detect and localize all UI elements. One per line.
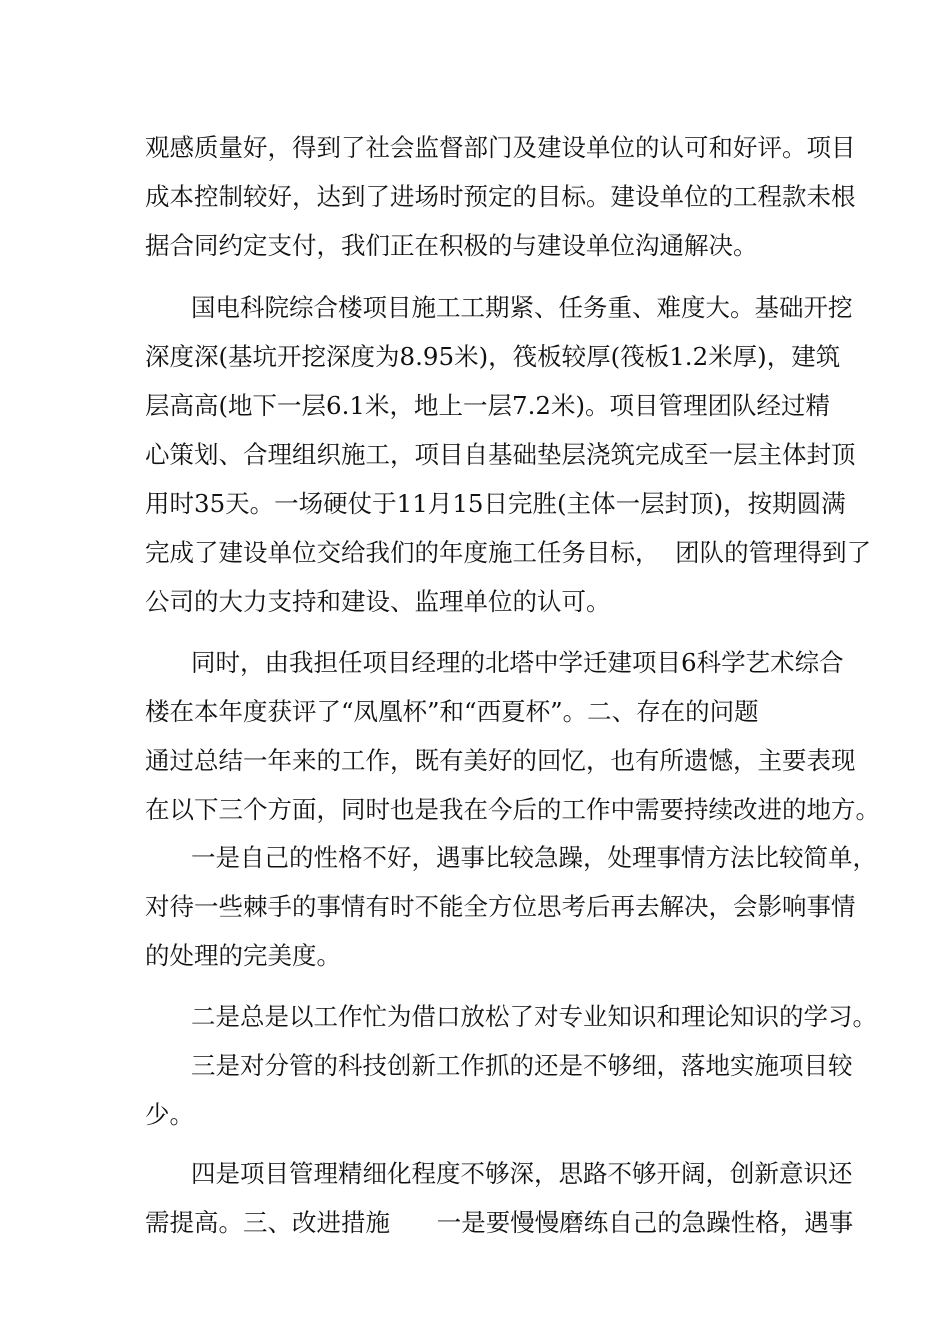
paragraph-1-line-2: 成本控制较好，达到了进场时预定的目标。建设单位的工程款未根 — [145, 182, 856, 211]
paragraph-7-line-1: 四是项目管理精细化程度不够深，思路不够开阔，创新意识还 — [191, 1159, 853, 1188]
paragraph-2-line-3: 层高高(地下一层6.1米，地上一层7.2米)。项目管理团队经过精 — [145, 391, 831, 420]
paragraph-1-line-1: 观感质量好，得到了社会监督部门及建设单位的认可和好评。项目 — [145, 133, 856, 162]
paragraph-3-line-1: 同时，由我担任项目经理的北塔中学迁建项目6科学艺术综合 — [191, 648, 844, 677]
paragraph-4-line-3: 的处理的完美度。 — [145, 941, 341, 970]
paragraph-3-line-2: 楼在本年度获评了“凤凰杯”和“西夏杯”。二、存在的问题 — [145, 697, 759, 726]
paragraph-2-line-2: 深度深(基坑开挖深度为8.95米)，筏板较厚(筏板1.2米厚)，建筑 — [145, 342, 841, 371]
paragraph-5-line-1: 二是总是以工作忙为借口放松了对专业知识和理论知识的学习。 — [191, 1002, 877, 1031]
paragraph-2-line-7: 公司的大力支持和建设、监理单位的认可。 — [145, 587, 611, 616]
paragraph-2-line-5: 用时35天。一场硬仗于11月15日完胜(主体一层封顶)，按期圆满 — [145, 489, 846, 518]
paragraph-6-line-1: 三是对分管的科技创新工作抓的还是不够细，落地实施项目较 — [191, 1051, 853, 1080]
paragraph-1-line-3: 据合同约定支付，我们正在积极的与建设单位沟通解决。 — [145, 231, 758, 260]
paragraph-4-line-1: 一是自己的性格不好，遇事比较急躁，处理事情方法比较简单， — [191, 843, 877, 872]
paragraph-6-line-2: 少。 — [145, 1100, 194, 1129]
paragraph-4-line-2: 对待一些棘手的事情有时不能全方位思考后再去解决，会影响事情 — [145, 892, 856, 921]
paragraph-2-line-6: 完成了建设单位交给我们的年度施工任务目标， 团队的管理得到了 — [145, 538, 872, 567]
paragraph-3-line-3: 通过总结一年来的工作，既有美好的回忆，也有所遗憾，主要表现 — [145, 746, 856, 775]
paragraph-2-line-1: 国电科院综合楼项目施工工期紧、任务重、难度大。基础开挖 — [191, 293, 853, 322]
paragraph-7-line-2: 需提高。三、改进措施 一是要慢慢磨练自己的急躁性格，遇事 — [145, 1208, 854, 1237]
paragraph-2-line-4: 心策划、合理组织施工，项目自基础垫层浇筑完成至一层主体封顶 — [145, 440, 856, 469]
paragraph-3-line-4: 在以下三个方面，同时也是我在今后的工作中需要持续改进的地方。 — [145, 795, 880, 824]
